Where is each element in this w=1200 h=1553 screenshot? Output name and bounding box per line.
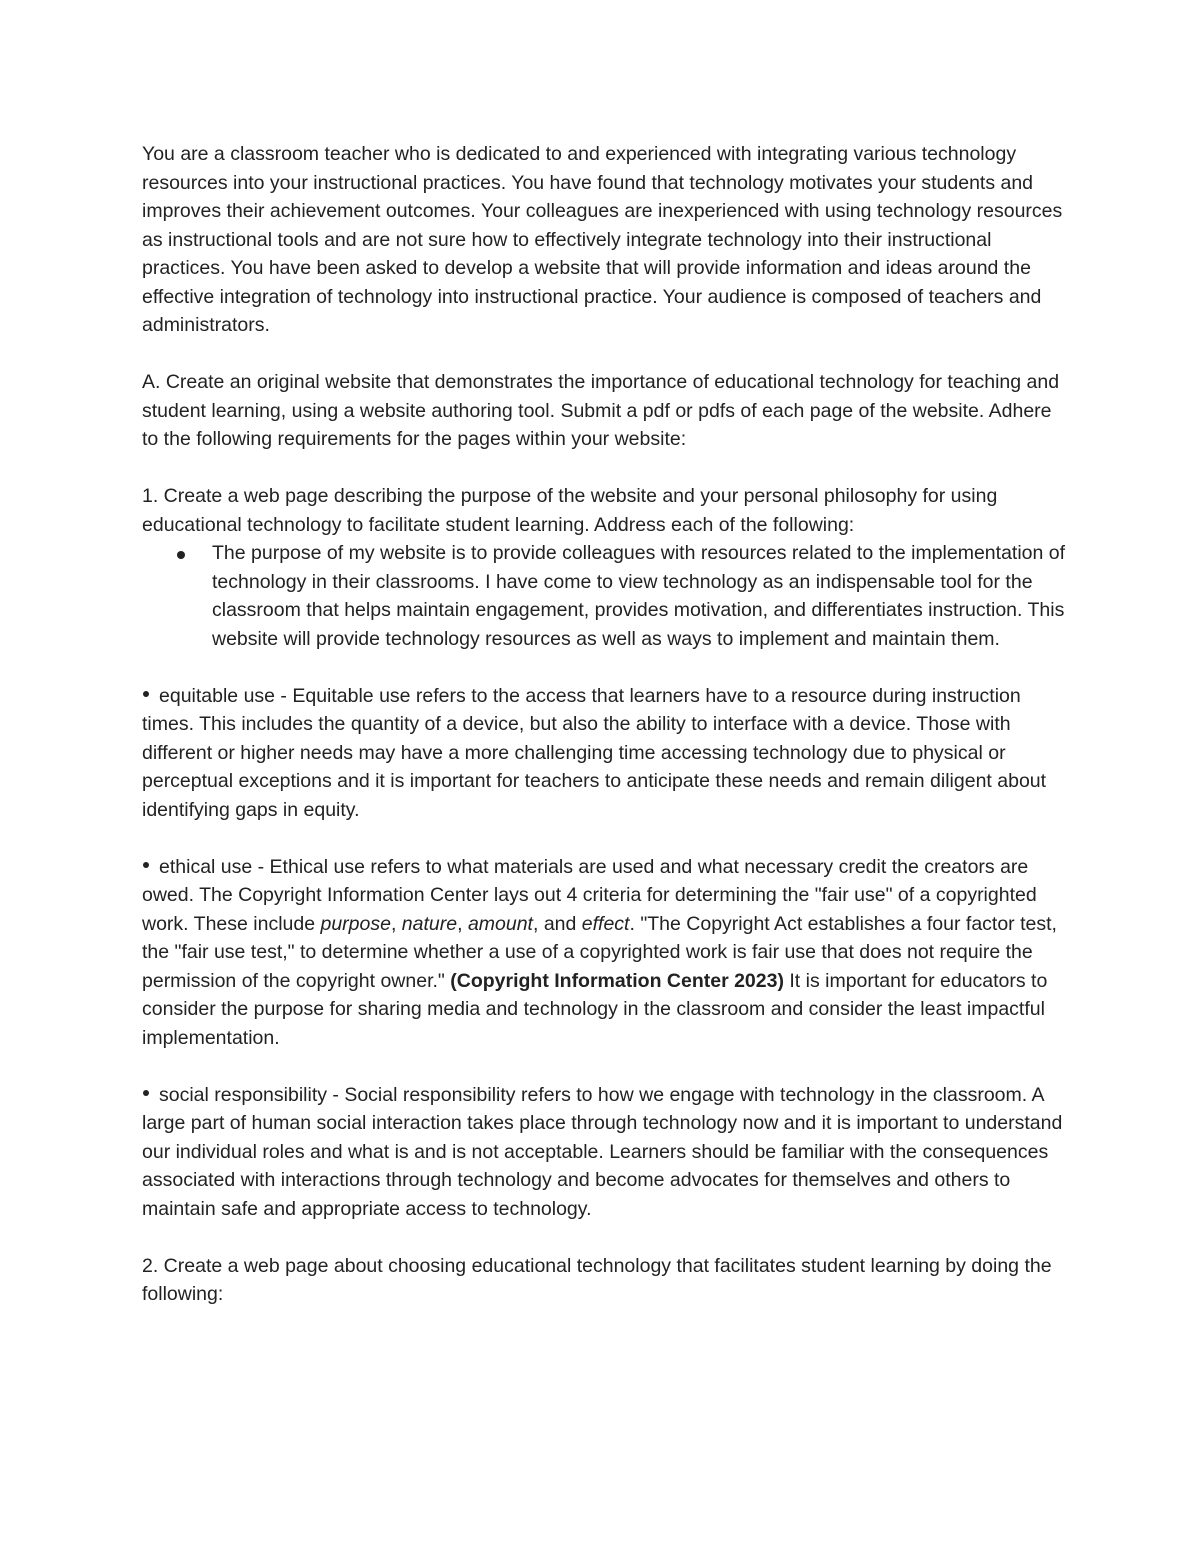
document-page — [142, 140, 1067, 1337]
ethical-use-term-effect: effect — [581, 912, 630, 935]
task-a-paragraph: A. Create an original website that demonstrates the importance of educational technology for teaching and student learning, using a website authoring tool. Submit a pdf or pdfs of each page of the website. Adhere to the following requirements for the pages within your website: — [142, 371, 1060, 450]
ethical-use-term-nature: nature — [401, 912, 458, 935]
item-2-paragraph: 2. Create a web page about choosing educational technology that facilitates student learning by doing the following: — [142, 1254, 1052, 1305]
ethical-use-term-purpose: purpose — [320, 912, 391, 935]
ethical-use-separator: , — [457, 912, 468, 935]
ethical-use-separator: , and — [532, 912, 582, 935]
social-responsibility-text: social responsibility - Social responsibility refers to how we engage with technology in the classroom. A large part of human social interaction takes place through technology now and it is important to understand our individual roles and what is and is not acceptable. Learners should be familiar with the consequences associated with interactions through technology and become advocates for themselves and others to maintain safe and appropriate access to technology. — [142, 1083, 1063, 1220]
purpose-bullet-list — [142, 539, 1067, 653]
ethical-use-text-part3: It is important for educators to consider the purpose for sharing media and technology in the classroom and consider the least impactful implementation. — [142, 969, 1048, 1049]
ethical-use-separator: , — [390, 912, 402, 935]
equitable-use-text: equitable use - Equitable use refers to the access that learners have to a resource during instruction times. This includes the quantity of a device, but also the ability to interface with a device. Those with different or higher needs may have a more challenging time accessing technology due to physical or perceptual exceptions and it is important for teachers to anticipate these needs and remain diligent about identifying gaps in equity. — [142, 684, 1047, 821]
ethical-use-text-part2: . "The Copyright Act establishes a four factor test, the "fair use test," to determine whether a use of a copyrighted work is fair use that does not require the permission of the copyright owner." — [142, 912, 1057, 992]
ethical-use-paragraph — [142, 853, 1067, 1053]
bullet-icon — [143, 1090, 149, 1096]
ethical-use-citation: (Copyright Information Center 2023) — [450, 969, 784, 992]
bullet-icon — [143, 691, 149, 697]
purpose-bullet-text: The purpose of my website is to provide colleagues with resources related to the implementation of technology in their classrooms. I have come to view technology as an indispensable tool for the classroom that helps maintain engagement, provides motivation, and differentiates instruction. This website will provide technology resources as well as ways to implement and maintain them. — [212, 542, 1066, 650]
bullet-icon — [143, 862, 149, 868]
social-responsibility-paragraph — [142, 1081, 1067, 1224]
purpose-bullet-item — [142, 539, 1067, 653]
ethical-use-term-amount: amount — [467, 912, 533, 935]
bullet-icon — [177, 551, 185, 559]
item-1-paragraph: 1. Create a web page describing the purpose of the website and your personal philosophy for using educational technology to facilitate student learning. Address each of the following: — [142, 485, 998, 536]
equitable-use-paragraph — [142, 682, 1067, 825]
ethical-use-text-part1: ethical use - Ethical use refers to what materials are used and what necessary credit the creators are owed. The Copyright Information Center lays out 4 criteria for determining the "fair use" of a copyrighted work. These include — [142, 855, 1037, 935]
intro-paragraph: You are a classroom teacher who is dedicated to and experienced with integrating various technology resources into your instructional practices. You have found that technology motivates your students and improves their achievement outcomes. Your colleagues are inexperienced with using technology resources as instructional tools and are not sure how to effectively integrate technology into their instructional practices. You have been asked to develop a website that will provide information and ideas around the effective integration of technology into instructional practice. Your audience is composed of teachers and administrators. — [142, 143, 1063, 336]
